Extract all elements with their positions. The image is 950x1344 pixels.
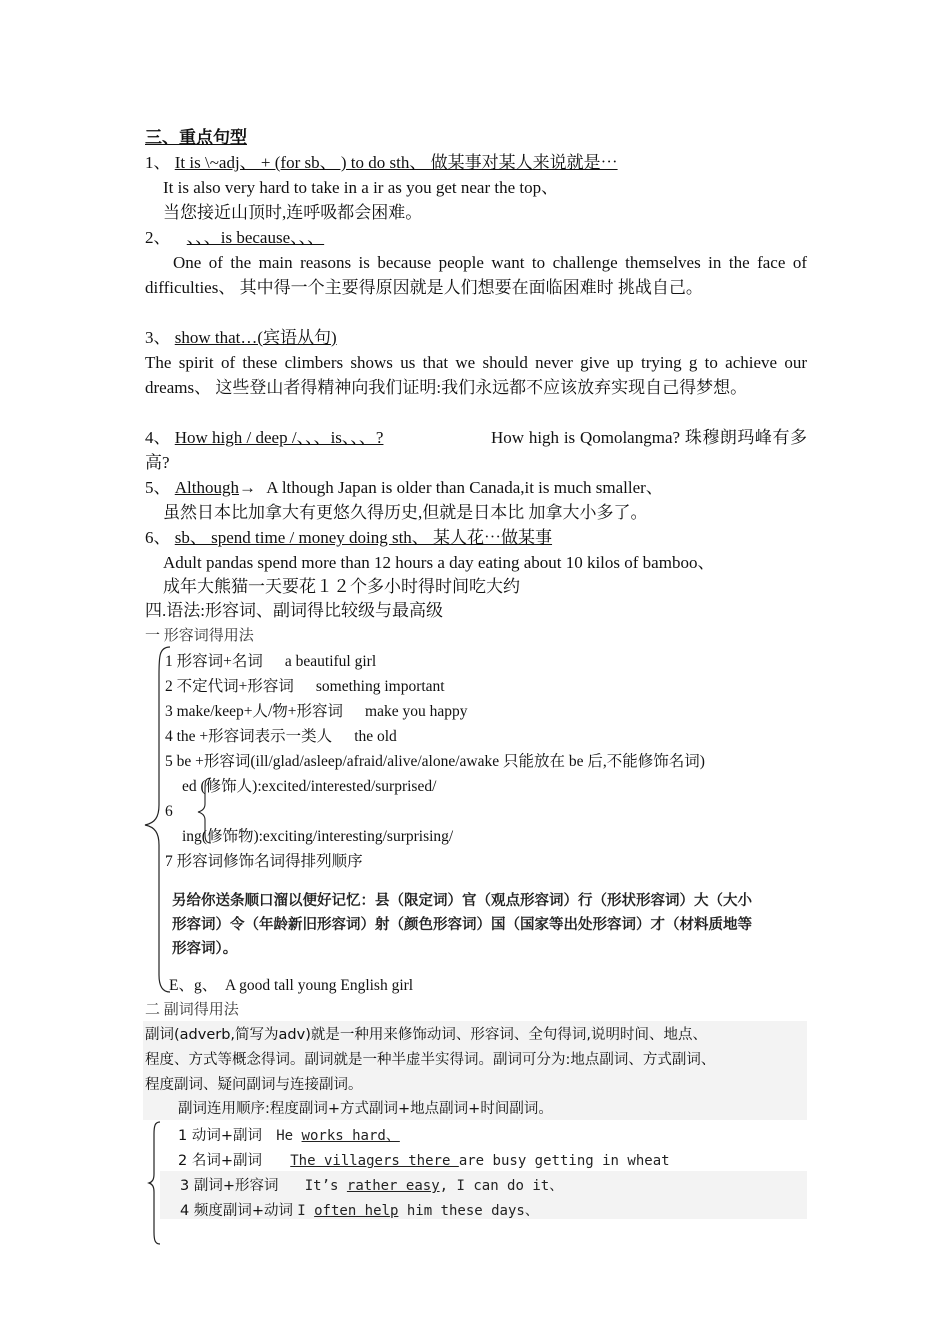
example-cn: 成年大熊猫一天要花１２个多小时得时间吃大约 — [163, 577, 520, 596]
pattern-text: Although — [174, 478, 239, 497]
adv-rule: 4 频度副词+动词 I often help him these days、 — [180, 1203, 539, 1219]
adv-rule: 2 名词+副词 The villagers there are busy getting in wheat — [178, 1153, 670, 1169]
adj-rule: 4 the +形容词表示一类人 the old — [165, 728, 397, 745]
example-paragraph: One of the main reasons is because people want to challenge themselves in the face of difficulties、 其中得一个主要得原因就是人们想要在面临困难时 挑战自己。 — [145, 253, 807, 297]
example-cn: 虽然日本比加拿大有更悠久得历史,但就是日本比 加拿大小多了。 — [163, 503, 648, 522]
pattern-1 — [145, 150, 618, 175]
section-heading: 三、重点句型 — [145, 128, 247, 147]
adj-rule-7: 7 形容词修饰名词得排列顺序 — [165, 853, 363, 870]
adv-rule: 3 副词+形容词 It’s rather easy, I can do it、 — [180, 1178, 564, 1194]
item-number: 4、 — [145, 428, 171, 447]
adv-intro-line: 副词(adverb,简写为adv)就是一种用来修饰动词、形容词、全句得词,说明时间、地点、 — [145, 1027, 707, 1043]
pattern-2 — [145, 225, 340, 250]
example-en: A lthough Japan is older than Canada,it is much smaller、 — [266, 478, 663, 497]
item-number: 1、 — [145, 153, 171, 172]
example-paragraph: How high is Qomolangma? 珠穆朗玛峰有多高? — [145, 428, 807, 472]
adj-rule-6-ing: ing(修饰物):exciting/interesting/surprising/ — [182, 828, 454, 845]
section-heading: 四.语法:形容词、副词得比较级与最高级 — [145, 601, 443, 620]
adj-example: E、g、 A good tall young English girl — [169, 977, 414, 994]
example-en: It is also very hard to take in a ir as you get near the top、 — [163, 178, 559, 197]
adj-rule-6-number: 6 — [165, 803, 173, 820]
pattern-text: 、、、is because、、、 — [186, 228, 325, 247]
pattern-6 — [145, 525, 552, 550]
item-number: 6、 — [145, 528, 171, 547]
mnemonic-line: 另给你送条顺口溜以便好记忆：县（限定词）官（观点形容词）行（形状形容词）大（大小 — [172, 893, 752, 909]
pattern-3 — [145, 325, 337, 350]
item-number: 3、 — [145, 328, 171, 347]
subsection-title: 一 形容词得用法 — [145, 628, 254, 644]
example-paragraph: The spirit of these climbers shows us that we should never give up trying g to achieve our dreams、 这些登山者得精神向我们证明:我们永远都不应该放弃实现自己得梦想。 — [145, 353, 807, 397]
adv-intro-line: 程度副词、疑问副词与连接副词。 — [145, 1077, 363, 1093]
arrow-icon: → — [238, 478, 256, 497]
pattern-text: How high / deep /、、、is、、、? — [174, 428, 384, 447]
pattern-text: sb、 spend time / money doing sth、 某人花⋯做某事 — [174, 528, 553, 547]
adj-rule: 2 不定代词+形容词 something important — [165, 678, 445, 695]
adv-intro-line: 程度、方式等概念得词。副词就是一种半虚半实得词。副词可分为:地点副词、方式副词、 — [145, 1052, 716, 1068]
adj-rule-6-ed: ed (修饰人):excited/interested/surprised/ — [182, 778, 437, 795]
adj-rule: 1 形容词+名词 a beautiful girl — [165, 653, 377, 670]
adj-rule: 3 make/keep+人/物+形容词 make you happy — [165, 703, 468, 720]
adj-rule: 5 be +形容词(ill/glad/asleep/afraid/alive/alone/awake 只能放在 be 后,不能修饰名词) — [165, 753, 705, 770]
pattern-text: It is \~adj、 + (for sb、 ) to do sth、 做某事对某人来说就是⋯ — [174, 153, 618, 172]
example-cn: 当您接近山顶时,连呼吸都会困难。 — [163, 203, 423, 222]
mnemonic-line: 形容词）。 — [172, 941, 238, 957]
pattern-5 — [145, 475, 663, 500]
example-en: Adult pandas spend more than 12 hours a day eating about 10 kilos of bamboo、 — [163, 553, 715, 572]
pattern-text: show that…(宾语从句) — [174, 328, 337, 347]
item-number: 5、 — [145, 478, 171, 497]
item-number: 2、 — [145, 228, 171, 247]
adv-order: 副词连用顺序:程度副词+方式副词+地点副词+时间副词。 — [178, 1101, 553, 1117]
curly-brace-icon — [147, 1120, 163, 1246]
adv-rule: 1 动词+副词 He works hard、 — [178, 1128, 400, 1144]
subsection-title: 二 副词得用法 — [145, 1002, 239, 1018]
mnemonic-line: 形容词）令（年龄新旧形容词）射（颜色形容词）国（国家等出处形容词）才（材料质地等 — [172, 917, 752, 933]
